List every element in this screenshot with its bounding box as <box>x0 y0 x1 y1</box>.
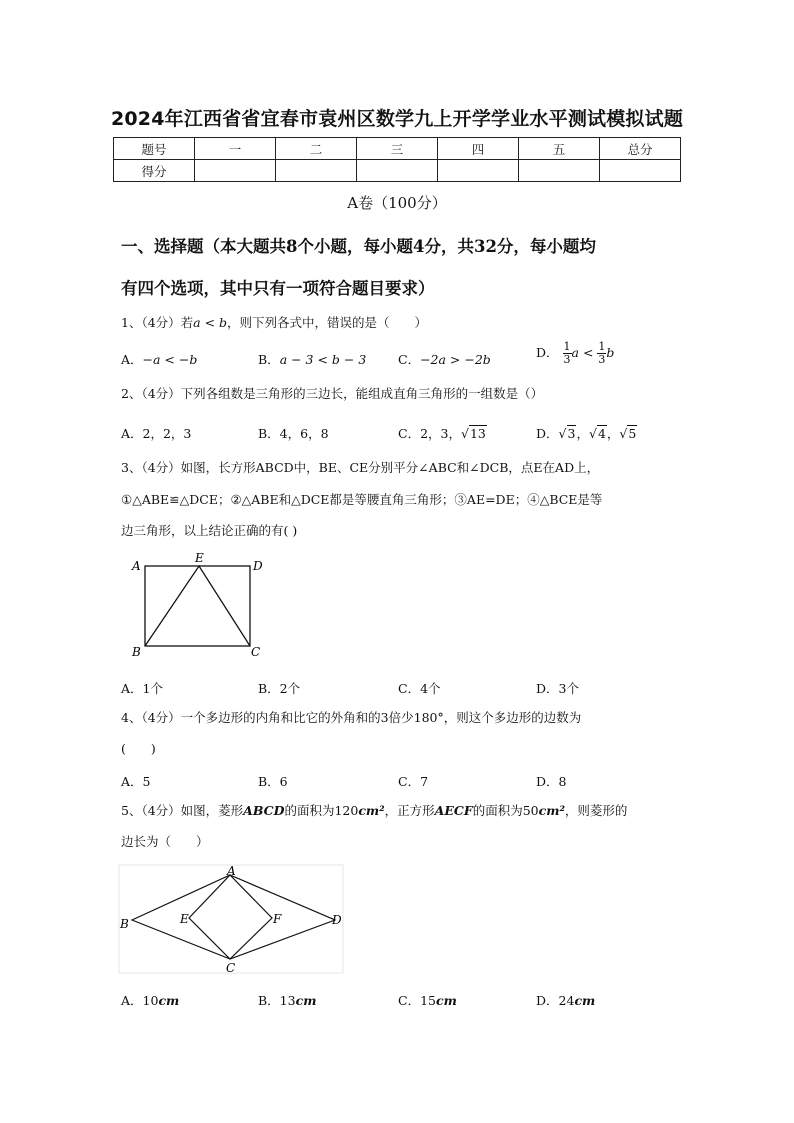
label-d: D <box>253 559 263 573</box>
q5-text: ，正方形 <box>384 803 435 818</box>
q1-prefix: 1、（4分）若 <box>121 315 194 330</box>
q4-option-b[interactable]: B．6 <box>258 774 288 789</box>
label-c: C <box>251 645 261 659</box>
question-3-line3: 边三角形，以上结论正确的有( ) <box>121 523 298 538</box>
option-label: C．2，3， <box>398 426 461 441</box>
option-math: −a < −b <box>142 352 198 367</box>
option-math: −2a > −2b <box>420 352 491 367</box>
figure-frame <box>119 865 343 973</box>
fraction <box>563 341 572 366</box>
score-header-cell: 题号 <box>114 138 195 160</box>
label-e: E <box>180 912 189 926</box>
variable: a <box>571 345 579 360</box>
score-cell[interactable] <box>519 160 600 182</box>
q5-text: 的面积为50 <box>472 803 539 818</box>
q1-suffix: ，则下列各式中，错误的是（ ） <box>227 315 428 330</box>
score-table <box>113 137 681 182</box>
sqrt: √5 <box>619 426 637 441</box>
label-d: D <box>332 913 342 927</box>
option-label: C． <box>398 352 421 367</box>
q5-option-a[interactable] <box>121 991 179 1009</box>
q5-unit: cm² <box>538 803 565 818</box>
fraction-numerator: 1 <box>563 340 571 353</box>
q5-rhombus-figure <box>115 862 347 977</box>
option-unit: cm <box>574 993 596 1008</box>
fraction-numerator: 1 <box>598 340 606 353</box>
page-title: 2024年江西省省宜春市袁州区数学九上开学学业水平测试模拟试题 <box>110 108 684 130</box>
sqrt: √13 <box>460 426 486 441</box>
part-heading-line1: 一、选择题（本大题共8个小题，每小题4分，共32分，每小题均 <box>121 237 596 256</box>
radicand: 3 <box>567 426 576 441</box>
q5-text: 的面积为120 <box>284 803 359 818</box>
label-c: C <box>226 961 236 975</box>
separator: ， <box>576 426 589 441</box>
q5-text: 5、（4分）如图，菱形 <box>121 803 244 818</box>
radicand: 5 <box>628 426 637 441</box>
option-value: A．10 <box>121 993 159 1008</box>
option-unit: cm <box>295 993 317 1008</box>
q1-option-c[interactable] <box>398 350 491 368</box>
variable: b <box>606 345 615 360</box>
q2-option-a[interactable]: A．2，2，3 <box>121 426 192 441</box>
label-f: F <box>273 912 282 926</box>
q3-option-d[interactable]: D．3个 <box>536 681 579 696</box>
score-header-cell: 三 <box>357 138 438 160</box>
label-b: B <box>120 917 129 931</box>
option-value: D．24 <box>536 993 575 1008</box>
radicand: 4 <box>597 426 606 441</box>
question-5-line1 <box>121 803 627 819</box>
option-unit: cm <box>158 993 180 1008</box>
score-header-cell: 一 <box>195 138 276 160</box>
q2-option-d[interactable] <box>536 424 637 442</box>
rectangle-abcd <box>145 566 250 646</box>
question-2-stem: 2、（4分）下列各组数是三角形的三边长，能组成直角三角形的一组数是（） <box>121 386 544 401</box>
label-a: A <box>132 559 141 573</box>
score-cell[interactable] <box>357 160 438 182</box>
option-value: B．13 <box>258 993 296 1008</box>
score-header-cell: 四 <box>438 138 519 160</box>
q2-option-c[interactable] <box>398 424 487 442</box>
score-cell[interactable] <box>600 160 681 182</box>
option-label: D． <box>536 426 559 441</box>
q1-option-a[interactable] <box>121 350 197 368</box>
q1-option-b[interactable] <box>258 350 366 368</box>
section-title: A卷（100分） <box>347 194 447 212</box>
q5-square-name: AECF <box>434 803 473 818</box>
part-heading-line2: 有四个选项，其中只有一项符合题目要求） <box>121 279 435 298</box>
score-cell[interactable] <box>195 160 276 182</box>
fraction-denominator: 3 <box>598 353 606 366</box>
q5-rhombus-name: ABCD <box>243 803 285 818</box>
separator: ， <box>606 426 620 441</box>
q4-option-c[interactable]: C．7 <box>398 774 429 789</box>
q3-option-a[interactable]: A．1个 <box>121 681 163 696</box>
fraction-denominator: 3 <box>563 353 571 366</box>
label-a: A <box>227 864 236 878</box>
q1-condition: a < b <box>193 315 228 330</box>
score-header-cell: 五 <box>519 138 600 160</box>
score-table-score-row <box>114 160 681 182</box>
radicand: 13 <box>469 426 486 441</box>
option-value: C．15 <box>398 993 436 1008</box>
option-unit: cm <box>435 993 457 1008</box>
sqrt: √4 <box>588 426 606 441</box>
triangle-bce <box>145 566 250 646</box>
score-row-label: 得分 <box>114 160 195 182</box>
option-label: A． <box>121 352 143 367</box>
sqrt: √3 <box>558 426 576 441</box>
score-header-cell: 二 <box>276 138 357 160</box>
q5-unit: cm² <box>358 803 385 818</box>
question-4-line2: ( ) <box>121 741 156 756</box>
question-4-line1: 4、（4分）一个多边形的内角和比它的外角和的3倍少180°，则这个多边形的边数为 <box>121 710 582 725</box>
q4-option-d[interactable]: D．8 <box>536 774 567 789</box>
rhombus-abcd <box>132 875 335 959</box>
q5-text: ，则菱形的 <box>564 803 628 818</box>
option-label: B． <box>258 352 280 367</box>
q4-option-a[interactable]: A．5 <box>121 774 151 789</box>
question-3-line2: ①△ABE≌△DCE；②△ABE和△DCE都是等腰直角三角形；③AE=DE；④△BCE是等 <box>121 492 603 507</box>
q3-rectangle-figure <box>125 552 270 664</box>
option-label: D． <box>536 345 559 360</box>
label-b: B <box>132 645 141 659</box>
score-cell[interactable] <box>438 160 519 182</box>
question-5-line2: 边长为（ ） <box>121 834 209 849</box>
q3-option-c[interactable]: C．4个 <box>398 681 441 696</box>
q1-option-d[interactable] <box>536 341 614 366</box>
score-table-header-row <box>114 138 681 160</box>
q5-option-b[interactable] <box>258 991 316 1009</box>
question-3-line1: 3、（4分）如图，长方形ABCD中，BE、CE分别平分∠ABC和∠DCB，点E在AD上， <box>121 460 600 475</box>
question-1-stem <box>121 315 427 331</box>
q3-option-b[interactable]: B．2个 <box>258 681 301 696</box>
q2-option-b[interactable]: B．4，6，8 <box>258 426 329 441</box>
label-e: E <box>195 552 204 565</box>
score-header-cell: 总分 <box>600 138 681 160</box>
q5-option-d[interactable] <box>536 991 595 1009</box>
option-math: a − 3 < b − 3 <box>279 352 367 367</box>
q5-option-c[interactable] <box>398 991 457 1009</box>
operator: < <box>582 345 594 360</box>
score-cell[interactable] <box>276 160 357 182</box>
